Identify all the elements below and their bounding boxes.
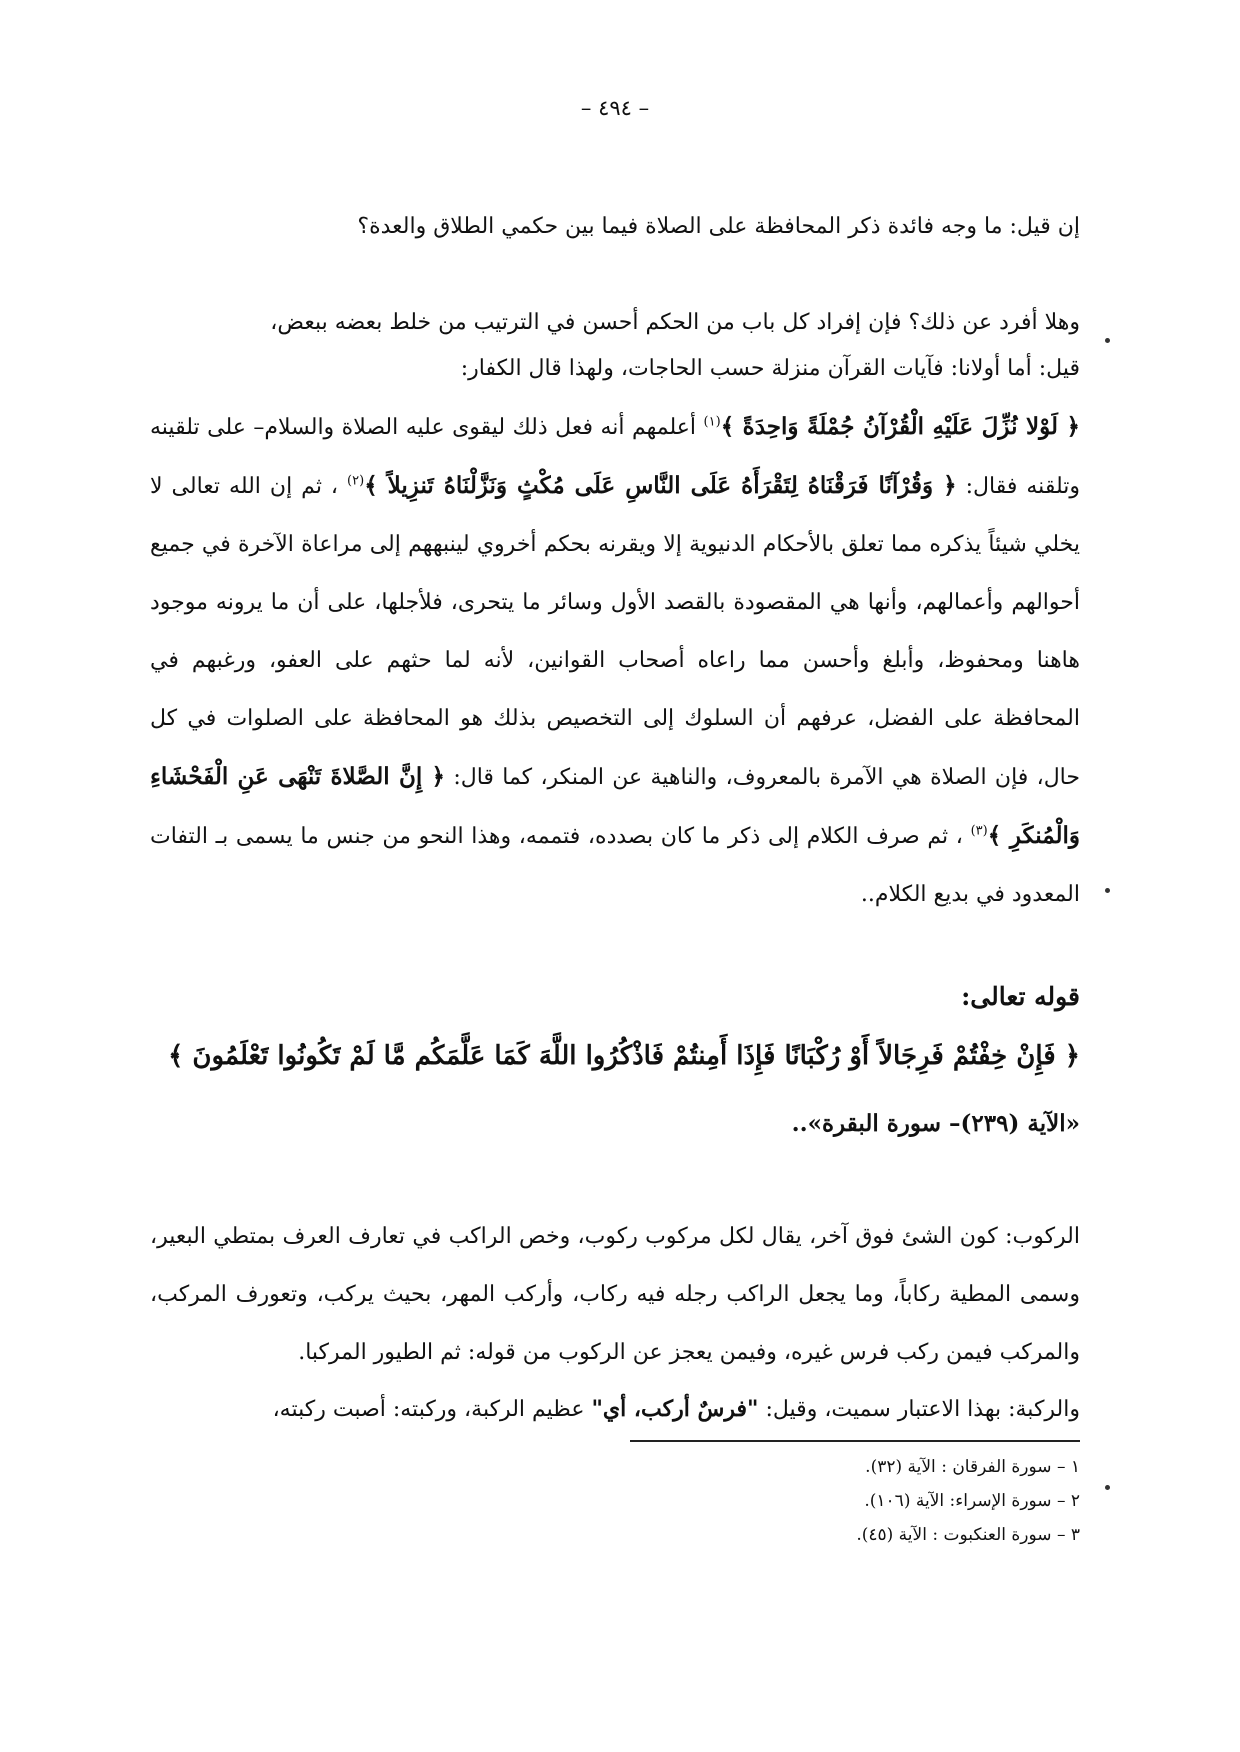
question-line-2: وهلا أفرد عن ذلك؟ فإن إفراد كل باب من الحكم أحسن في الترتيب من خلط بعضه ببعض، [270,310,1080,335]
footnote-ref-1: (١) [703,414,721,430]
footnotes [480,1450,1080,1552]
margin-mark-dot [1105,1485,1110,1490]
quran-verse-3: ﴿ إِنَّ الصَّلاةَ تَنْهَى عَنِ الْفَحْشَاءِ وَالْمُنكَرِ ﴾ [150,763,1080,849]
document-page [150,0,1080,1752]
answer-text-1: أعلمهم أنه فعل ذلك ليقوى عليه الصلاة والسلام– على تلقينه وتلقنه فقال: [150,415,1080,499]
verse-reference: «الآية (٢٣٩)– سورة البقرة».. [791,1110,1080,1137]
par2-end: عظيم الركبة، وركبته: أصبت ركبته، [272,1397,585,1422]
answer-text-2: ، ثم إن الله تعالى لا يخلي شيئاً يذكره مما تعلق بالأحكام الدنيوية إلا ويقرنه بحكم أخروي لينبههم إلى مراعاة الآخرة في جميع أحوالهم وأعمالهم، وأنها هي المقصودة بالقصد الأول وسائر ما يتحرى، فلأجلها، على أن ما يرونه موجود هاهنا ومحفوظ، وأبلغ وأحسن مما راعاه أصحاب القوانين، لأنه لما حثهم على العفو، ورغبهم في المحافظة على الفضل، عرفهم أن السلوك إلى التخصيص بذلك هو المحافظة على الصلوات في كل حال، فإن الصلاة هي الآمرة بالمعروف، والناهية عن المنكر، كما قال: [150,474,1080,790]
par2-start: والركبة: بهذا الاعتبار سميت، وقيل: [765,1397,1080,1422]
par2-bold: "فرسٌ أركب، أي" [591,1396,759,1422]
quran-verse-2: ﴿ وَقُرْآنًا فَرَقْنَاهُ لِتَقْرَأَهُ عَلَى النَّاسِ عَلَى مُكْثٍ وَنَزَّلْنَاهُ تَنزِيلاً ﴾ [364,472,957,499]
section-verse: ﴿ فَإِنْ خِفْتُمْ فَرِجَالاً أَوْ رُكْبَانًا فَإِذَا أَمِنتُمْ فَاذْكُرُوا اللَّهَ كَمَا عَلَّمَكُم مَّا لَمْ تَكُونُوا تَعْلَمُونَ ﴾ [168,1041,1080,1071]
footnote-1: ١ – سورة الفرقان : الآية (٣٢). [865,1457,1080,1477]
section-heading: قوله تعالى: [961,982,1080,1011]
footnote-ref-3: (٣) [970,823,988,839]
margin-mark-dot [1105,338,1110,343]
footnote-3: ٣ – سورة العنكبوت : الآية (٤٥). [856,1525,1080,1545]
footnote-2: ٢ – سورة الإسراء: الآية (١٠٦). [864,1491,1080,1511]
answer-text-3: ، ثم صرف الكلام إلى ذكر ما كان بصدده، فتممه، وهذا النحو من جنس ما يسمى بـ التفات المعدود في بديع الكلام.. [150,824,1080,907]
margin-mark-dot [1105,888,1110,893]
footnote-ref-2: (٢) [347,473,365,489]
answer-intro: قيل: أما أولانا: فآيات القرآن منزلة حسب الحاجات، ولهذا قال الكفار: [460,356,1080,381]
question-line-1: إن قيل: ما وجه فائدة ذكر المحافظة على الصلاة فيما بين حكمي الطلاق والعدة؟ [357,214,1080,239]
footnote-divider [630,1440,1080,1442]
page-number: – ٤٩٤ – [580,96,650,120]
explanation-paragraph-2 [150,1380,1080,1439]
explanation-paragraph-1: الركوب: كون الشئ فوق آخر، يقال لكل مركوب ركوب، وخص الراكب في تعارف العرف بمتطي البعير، وسمى المطية ركاباً، وما يجعل الراكب رجله فيه ركاب، وأركب المهر، بحيث يركب، وتعورف المركب، والمركب فيمن ركب فرس غيره، وفيمن يعجز عن الركوب من قوله: ثم الطيور المركبا. [150,1224,1080,1365]
quran-verse-1: ﴿ لَوْلا نُزِّلَ عَلَيْهِ الْقُرْآنُ جُمْلَةً وَاحِدَةً ﴾ [720,413,1080,440]
answer-paragraph [150,340,1080,924]
